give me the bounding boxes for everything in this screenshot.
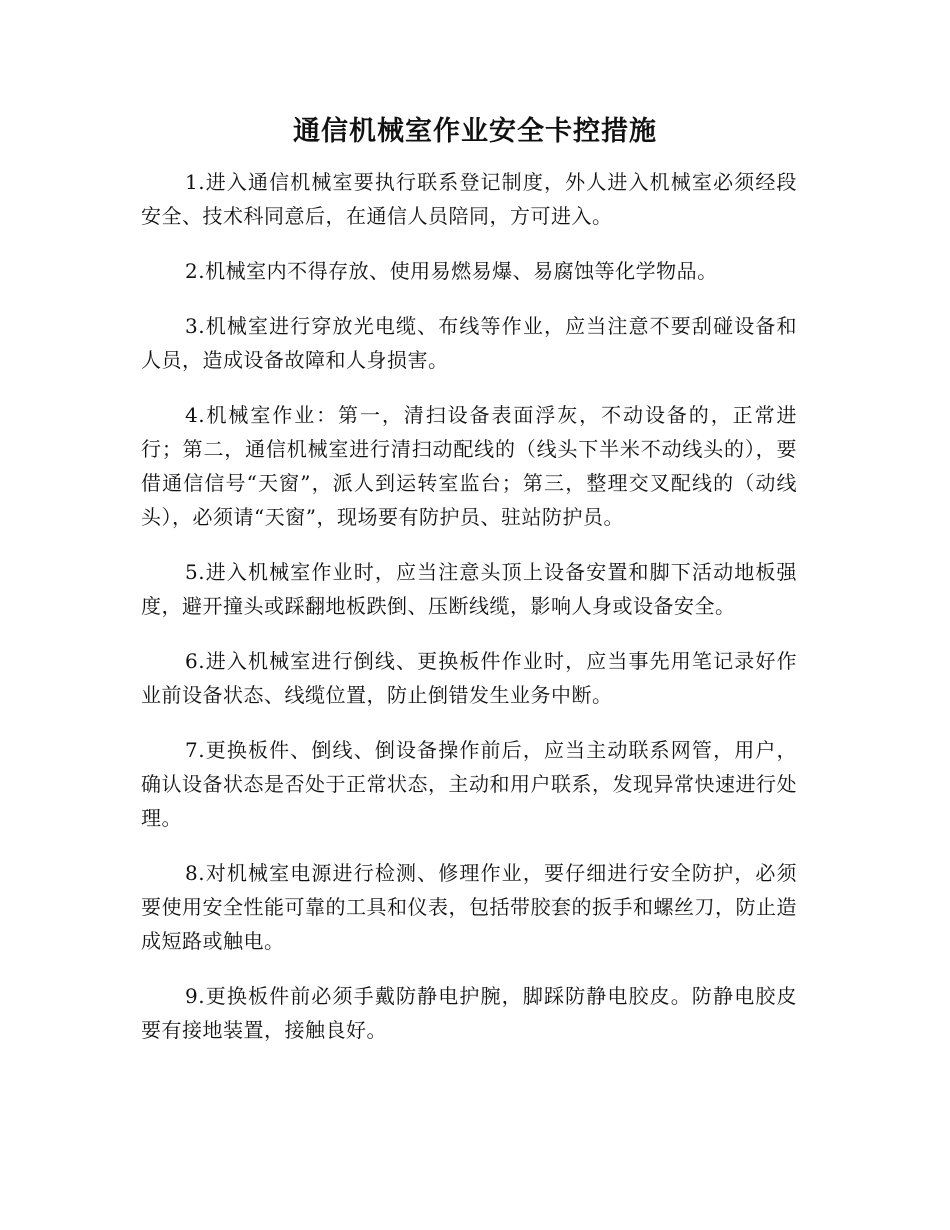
paragraph-3: 3.机械室进行穿放光电缆、布线等作业，应当注意不要刮碰设备和人员，造成设备故障和人身损害。 — [141, 314, 797, 372]
paragraph-8: 8.对机械室电源进行检测、修理作业，要仔细进行安全防护，必须要使用安全性能可靠的工具和仪表，包括带胶套的扳手和螺丝刀，防止造成短路或触电。 — [141, 861, 797, 953]
paragraph-7: 7.更换板件、倒线、倒设备操作前后，应当主动联系网管，用户，确认设备状态是否处于正常状态，主动和用户联系，发现异常快速进行处理。 — [141, 738, 797, 830]
document-body — [141, 165, 797, 1068]
paragraph-5: 5.进入机械室作业时，应当注意头顶上设备安置和脚下活动地板强度，避开撞头或踩翻地板跌倒、压断线缆，影响人身或设备安全。 — [141, 560, 797, 618]
paragraph-2: 2.机械室内不得存放、使用易燃易爆、易腐蚀等化学物品。 — [185, 259, 718, 283]
paragraph-9: 9.更换板件前必须手戴防静电护腕，脚踩防静电胶皮。防静电胶皮要有接地装置，接触良好。 — [141, 984, 797, 1042]
document-title: 通信机械室作业安全卡控措施 — [293, 116, 657, 147]
paragraph-1: 1.进入通信机械室要执行联系登记制度，外人进入机械室必须经段安全、技术科同意后，在通信人员陪同，方可进入。 — [141, 170, 797, 228]
paragraph-6: 6.进入机械室进行倒线、更换板件作业时，应当事先用笔记录好作业前设备状态、线缆位置，防止倒错发生业务中断。 — [141, 649, 797, 707]
paragraph-4: 4.机械室作业：第一，清扫设备表面浮灰，不动设备的，正常进行；第二，通信机械室进行清扫动配线的（线头下半米不动线头的），要借通信信号“天窗”，派人到运转室监台；第三，整理交叉配线的（动线头），必须请“天窗”，现场要有防护员、驻站防护员。 — [141, 403, 797, 529]
